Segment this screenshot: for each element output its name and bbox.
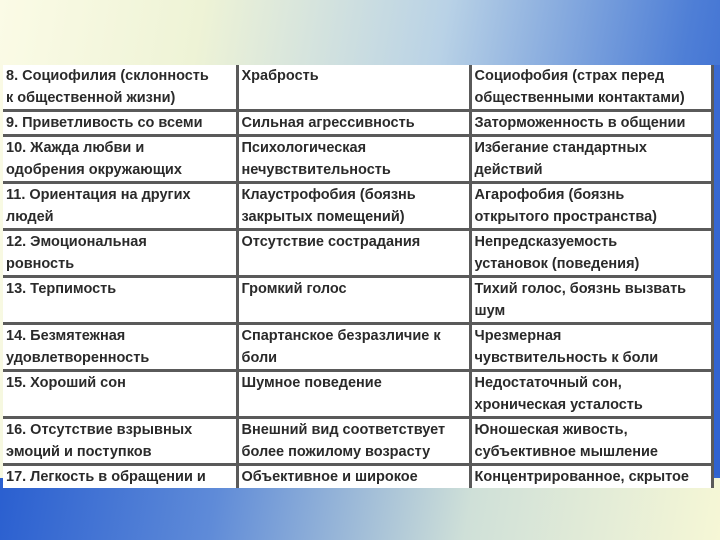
table-row <box>3 65 712 111</box>
table-cell: Тихий голос, боязнь вызвать шум <box>470 277 712 324</box>
table-cell: Социофобия (страх перед общественными контактами) <box>470 65 712 111</box>
table-cell: Психологическая нечувствительность <box>237 136 470 183</box>
table-cell: 10. Жажда любви и одобрения окружающих <box>3 136 237 183</box>
table-row <box>3 324 712 371</box>
table-cell: Заторможенность в общении <box>470 111 712 136</box>
table-row <box>3 136 712 183</box>
table-cell: Юношеская живость, субъективное мышление <box>470 418 712 465</box>
table-cell: Концентрированное, скрытое <box>470 465 712 489</box>
table-cell: Спартанское безразличие к боли <box>237 324 470 371</box>
table-cell: Чрезмерная чувствительность к боли <box>470 324 712 371</box>
table-cell: 14. Безмятежная удовлетворенность <box>3 324 237 371</box>
table-cell: Непредсказуемость установок (поведения) <box>470 230 712 277</box>
table-cell: Шумное поведение <box>237 371 470 418</box>
table-cell: 12. Эмоциональная ровность <box>3 230 237 277</box>
temperament-traits-table <box>3 65 714 488</box>
table-cell: Сильная агрессивность <box>237 111 470 136</box>
table-row <box>3 183 712 230</box>
table-cell: 8. Социофилия (склонность к общественной жизни) <box>3 65 237 111</box>
table-cell: Клаустрофобия (боязнь закрытых помещений) <box>237 183 470 230</box>
table-cell: 17. Легкость в обращении и <box>3 465 237 489</box>
table-row <box>3 230 712 277</box>
table-cell: Отсутствие сострадания <box>237 230 470 277</box>
table-row <box>3 418 712 465</box>
table-row <box>3 465 712 489</box>
table-cell: Недостаточный сон, хроническая усталость <box>470 371 712 418</box>
table-cell: Избегание стандартных действий <box>470 136 712 183</box>
table-cell: 13. Терпимость <box>3 277 237 324</box>
table-cell: Громкий голос <box>237 277 470 324</box>
table-cell: 11. Ориентация на других людей <box>3 183 237 230</box>
table-cell: Агарофобия (боязнь открытого пространства) <box>470 183 712 230</box>
table-row <box>3 277 712 324</box>
table-cell: Объективное и широкое <box>237 465 470 489</box>
table-cell: Храбрость <box>237 65 470 111</box>
table-cell: Внешний вид соответствует более пожилому возрасту <box>237 418 470 465</box>
table-cell: 9. Приветливость со всеми <box>3 111 237 136</box>
table-row <box>3 111 712 136</box>
table-cell: 15. Хороший сон <box>3 371 237 418</box>
table-row <box>3 371 712 418</box>
table-cell: 16. Отсутствие взрывных эмоций и поступков <box>3 418 237 465</box>
